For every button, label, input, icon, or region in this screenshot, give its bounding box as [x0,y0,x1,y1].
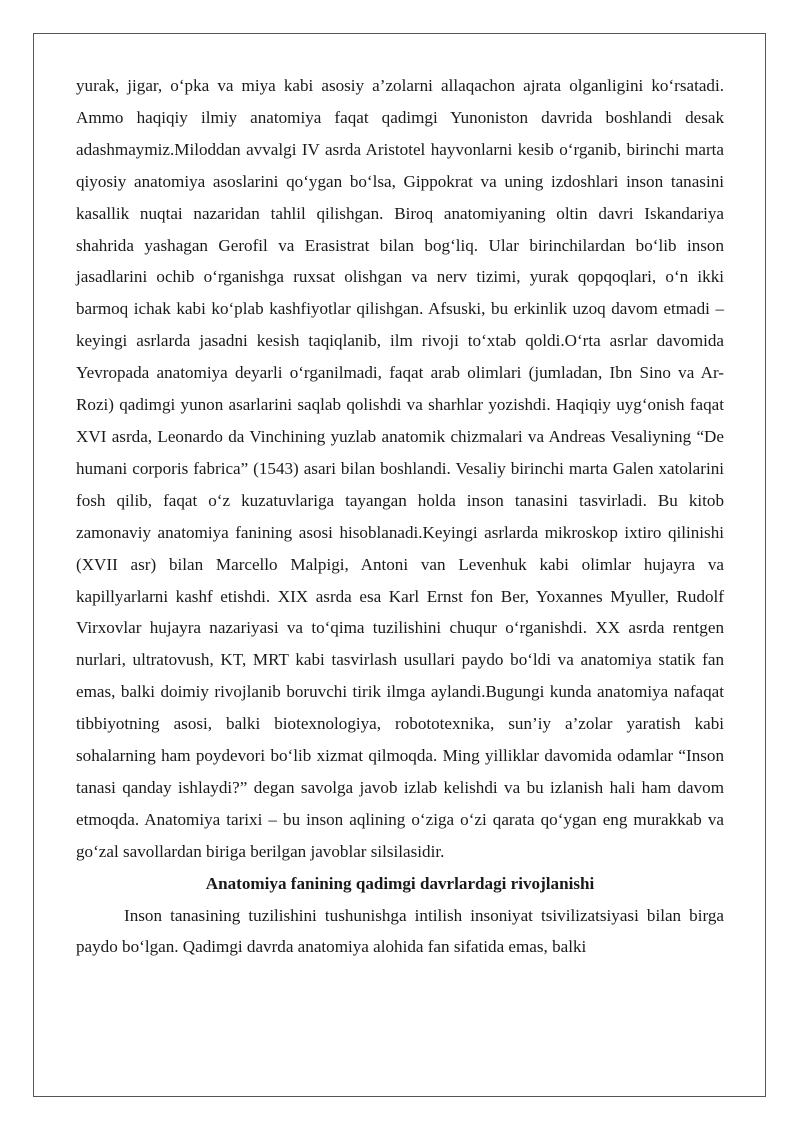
closing-paragraph: Inson tanasining tuzilishini tushunishga intilish insoniyat tsivilizatsiyasi bilan birga paydo bo‘lgan. Qadimgi davrda anatomiya alohida fan sifatida emas, balki [76,905,724,957]
document-body [76,70,724,963]
section-heading: Anatomiya fanining qadimgi davrlardagi rivojlanishi [205,873,595,893]
body-paragraph: yurak, jigar, o‘pka va miya kabi asosiy a’zolarni allaqachon ajrata olganligini ko‘rsatadi. Ammo haqiqiy ilmiy anatomiya faqat qadimgi Yunoniston davrida boshlandi desak adashmaymiz.Miloddan avvalgi IV asrda Aristotel hayvonlarni kesib o‘rganib, birinchi marta qiyosiy anatomiya asoslarini qo‘ygan bo‘lsa, Gippokrat va uning izdoshlari inson tanasini kasallik nuqtai nazaridan tahlil qilishgan. Biroq anatomiyaning oltin davri Iskandariya shahrida yashagan Gerofil va Erasistrat bilan bog‘liq. Ular birinchilardan bo‘lib inson jasadlarini ochib o‘rganishga ruxsat olishgan va nerv tizimi, yurak qopqoqlari, o‘n ikki barmoq ichak kabi ko‘plab kashfiyotlar qilishgan. Afsuski, bu erkinlik uzoq davom etmadi – keyingi asrlarda jasadni kesish taqiqlanib, ilm rivoji to‘xtab qoldi.O‘rta asrlar davomida Yevropada anatomiya deyarli o‘rganilmadi, faqat arab olimlari (jumladan, Ibn Sino va Ar-Rozi) qadimgi yunon asarlarini saqlab qolishdi va sharhlar yozishdi. Haqiqiy uyg‘onish faqat XVI asrda, Leonardo da Vinchining yuzlab anatomik chizmalari va Andreas Vesaliyning “De humani corporis fabrica” (1543) asari bilan boshlandi. Vesaliy birinchi marta Galen xatolarini fosh qilib, faqat o‘z kuzatuvlariga tayangan holda inson tanasini tasvirladi. Bu kitob zamonaviy anatomiya fanining asosi hisoblanadi.Keyingi asrlarda mikroskop ixtiro qilinishi (XVII asr) bilan Marcello Malpigi, Antoni van Levenhuk kabi olimlar hujayra va kapillyarlarni kashf etishdi. XIX asrda esa Karl Ernst fon Ber, Yoxannes Myuller, Rudolf Virxovlar hujayra nazariyasi va to‘qima tuzilishini chuqur o‘rganishdi. XX asrda rentgen nurlari, ultratovush, KT, MRT kabi tasvirlash usullari paydo bo‘ldi va anatomiya statik fan emas, balki doimiy rivojlanib boruvchi tirik ilmga aylandi.Bugungi kunda anatomiya nafaqat tibbiyotning asosi, balki biotexnologiya, robototexnika, sun’iy a’zolar yaratish kabi sohalarning ham poydevori bo‘lib xizmat qilmoqda. Ming yilliklar davomida odamlar “Inson tanasi qanday ishlaydi?” degan savolga javob izlab kelishdi va bu izlanish hali ham davom etmoqda. Anatomiya tarixi – bu inson aqlining o‘ziga o‘zi qarata qo‘ygan eng murakkab va go‘zal savollardan biriga berilgan javoblar silsilasidir. [76,76,724,861]
